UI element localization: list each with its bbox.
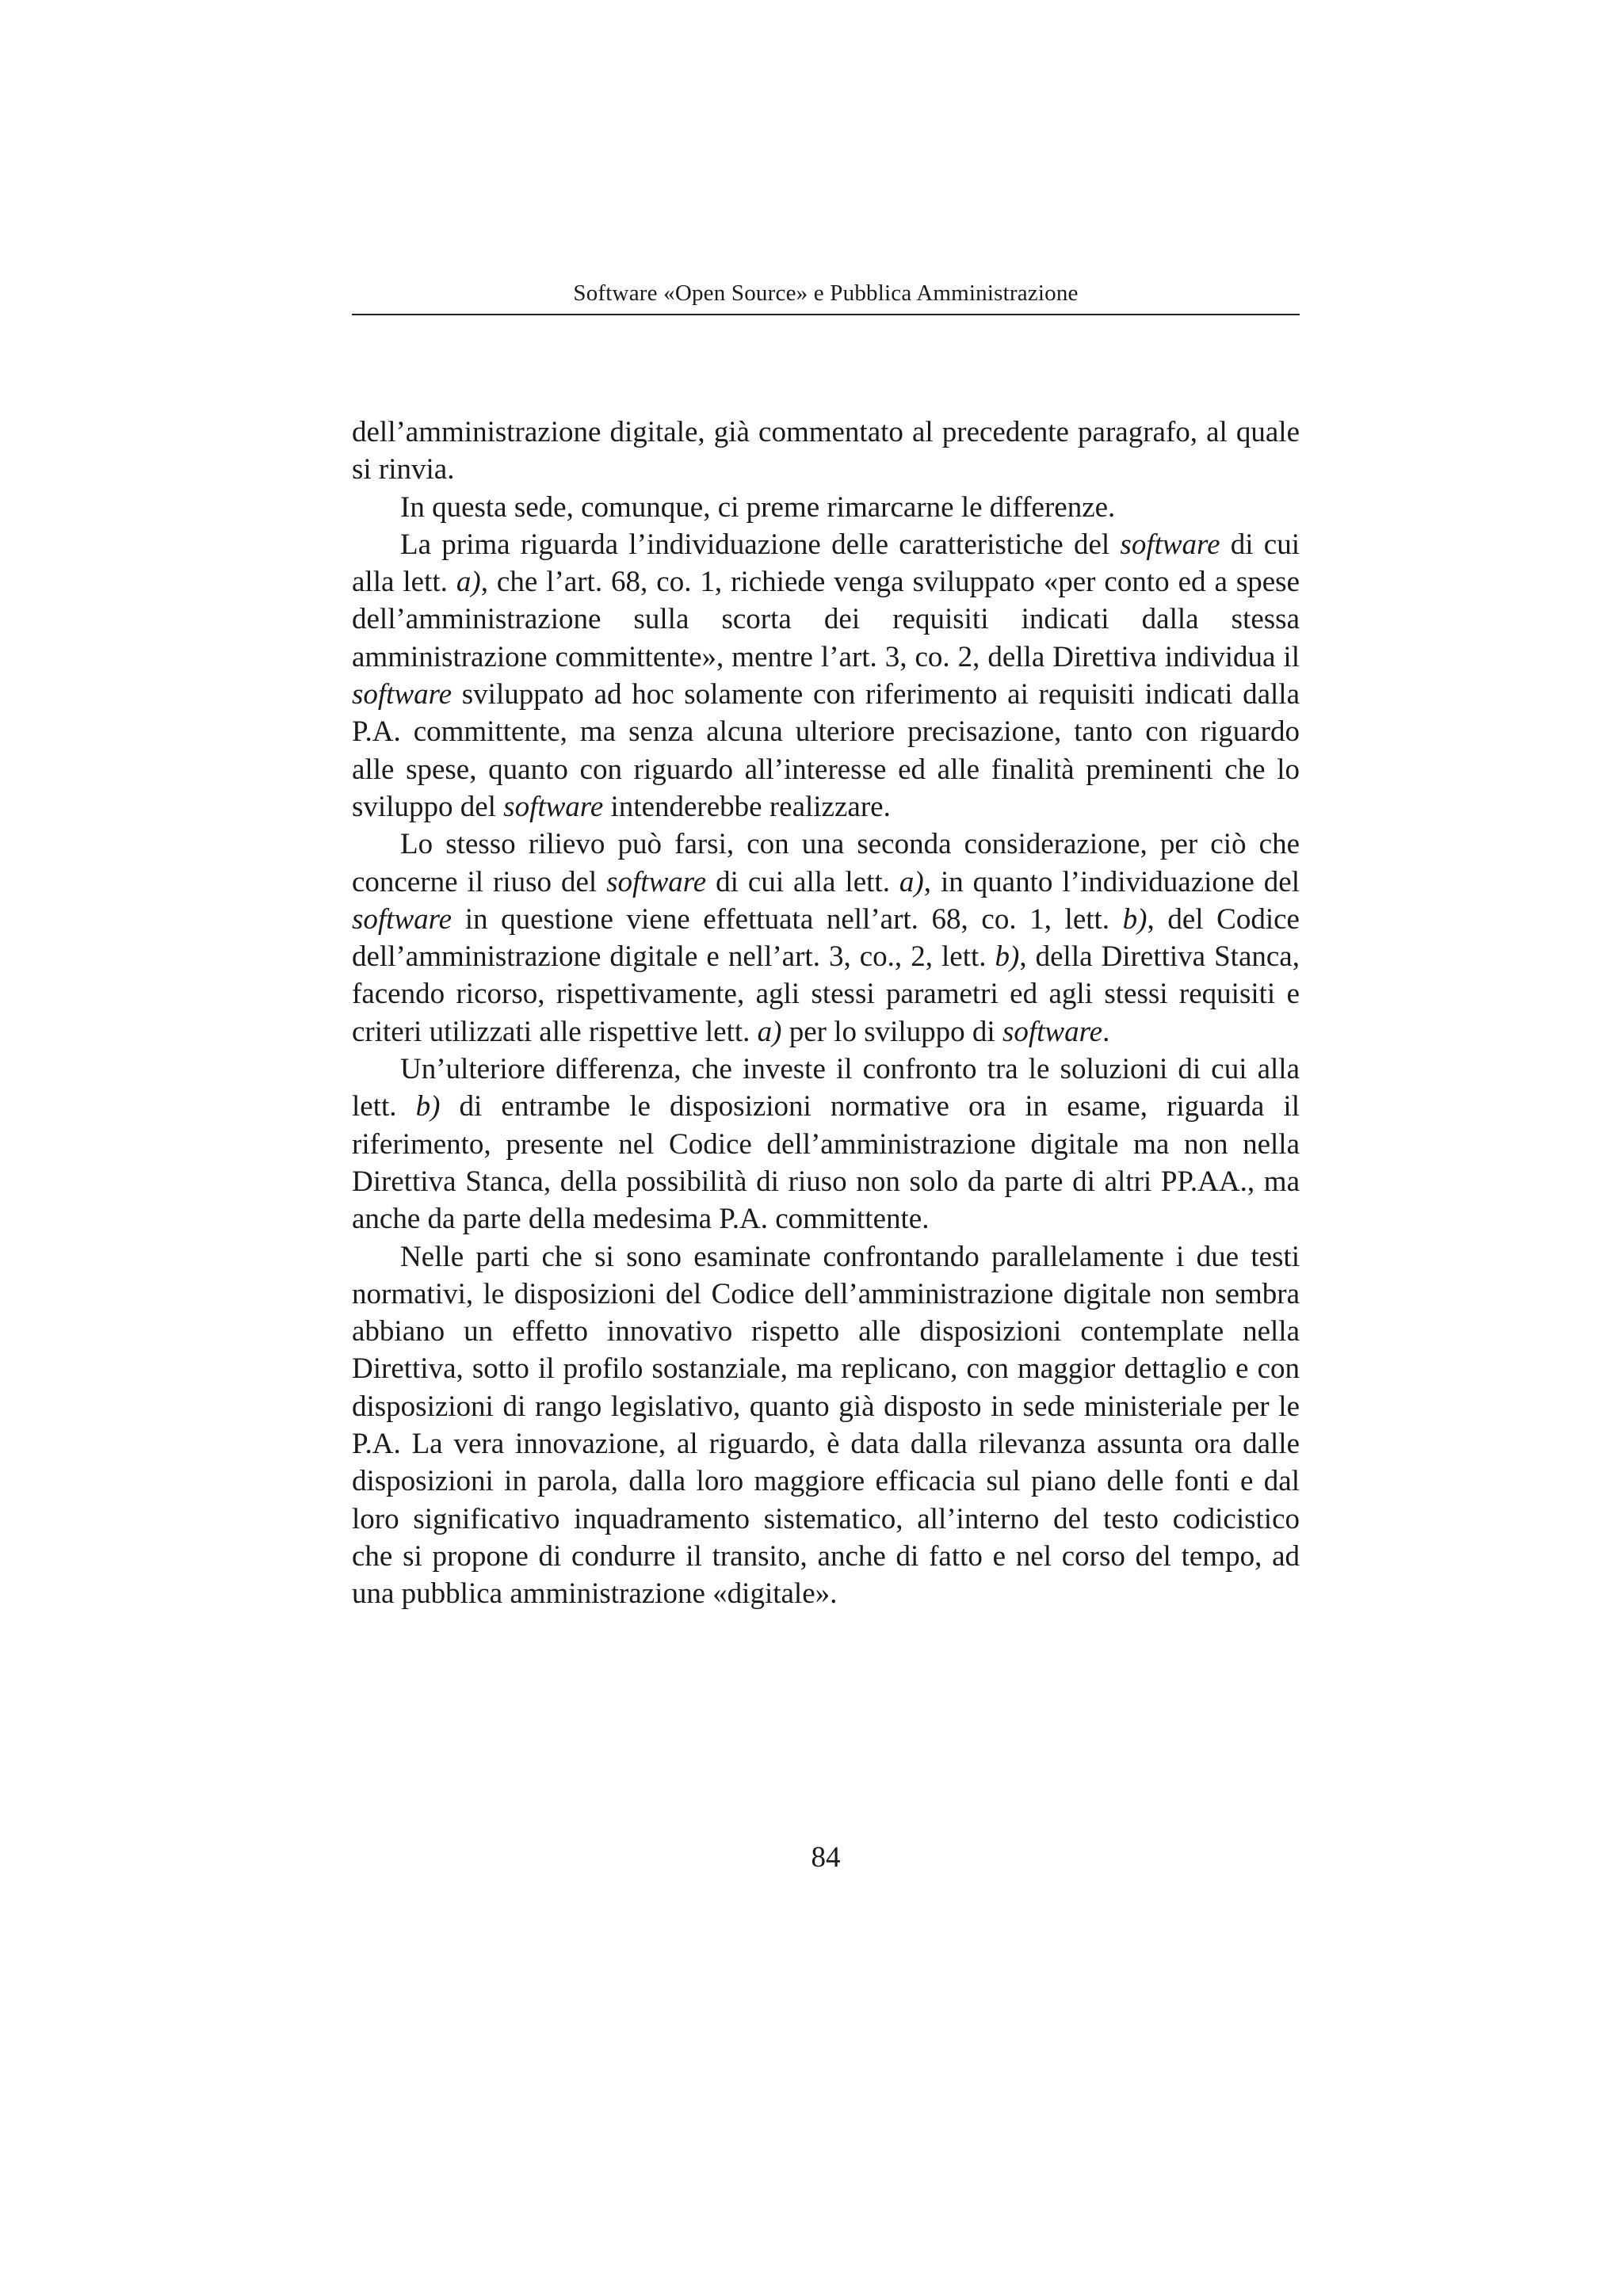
text-run: In questa sede, comunque, ci preme rimarcarne le differenze. [400,490,1116,524]
italic-run: b) [1122,902,1148,936]
text-run: , in quanto l’individuazione del [923,865,1300,898]
text-run: per lo sviluppo di [781,1015,1002,1048]
italic-run: b) [995,940,1020,974]
paragraph-6 [352,1238,1300,1613]
italic-run: software [606,865,707,898]
italic-run: a) [757,1015,782,1048]
text-run: di cui alla lett. [352,528,1300,599]
italic-run: software [352,902,453,936]
italic-run: b) [415,1090,441,1123]
text-run: Lo stesso rilievo può farsi, con una seconda considerazione, per ciò che concerne il riuso del [352,828,1300,898]
italic-run: software [1120,528,1220,561]
paragraph-1 [352,414,1300,489]
text-run: intenderebbe realizzare. [603,790,891,823]
text-run: di entrambe le disposizioni normative ora in esame, riguarda il riferimento, presente nel Codice dell’amministrazione digitale ma non nella Direttiva Stanca, della possibilità di riuso non solo da parte di altri PP.AA., ma anche da parte della medesima P.A. committente. [352,1090,1300,1236]
paragraph-4 [352,826,1300,1051]
text-run: dell’amministrazione digitale, già commentato al precedente paragrafo, al quale si rinvia. [352,416,1300,486]
text-run: , del Codice dell’amministrazione digitale e nell’art. 3, co., 2, lett. [352,902,1300,974]
text-run: Un’ulteriore differenza, che investe il confronto tra le soluzioni di cui alla lett. [352,1053,1300,1123]
text-run: in questione viene effettuata nell’art. 68, co. 1, lett. [452,902,1123,936]
text-run: , della Direttiva Stanca, facendo ricorso, rispettivamente, agli stessi parametri ed agli stessi requisiti e criteri utilizzati alle rispettive lett. [352,940,1300,1048]
paragraph-5 [352,1051,1300,1238]
italic-run: a) [456,566,481,599]
text-run: sviluppato ad hoc solamente con riferimento ai requisiti indicati dalla P.A. committente, ma senza alcuna ulteriore precisazione, tanto con riguardo alle spese, quanto con riguardo all’interesse ed alle finalità preminenti che lo sviluppo del [352,678,1300,823]
page-number: 84 [811,1841,841,1874]
italic-run: a) [899,865,924,898]
paragraph-3 [352,526,1300,826]
text-run: , che l’art. 68, co. 1, richiede venga sviluppato «per conto ed a spese dell’amministrazione sulla scorta dei requisiti indicati dalla stessa amministrazione committente», mentre l’art. 3, co. 2, della Direttiva individua il [352,566,1300,673]
body-text [352,414,1300,1613]
text-run: Nelle parti che si sono esaminate confrontando parallelamente i due testi normativi, le disposizioni del Codice dell’amministrazione digitale non sembra abbiano un effetto innovativo rispetto alle disposizioni contemplate nella Direttiva, sotto il profilo sostanziale, ma replicano, con maggior dettaglio e con disposizioni di rango legislativo, quanto già disposto in sede ministeriale per le P.A. La vera innovazione, al riguardo, è data dalla rilevanza assunta ora dalle disposizioni in parola, dalla loro maggiore efficacia sul piano delle fonti e dal loro significativo inquadramento sistematico, all’interno del testo codicistico che si propone di condurre il transito, anche di fatto e nel corso del tempo, ad una pubblica amministrazione «digitale». [352,1240,1300,1611]
paragraph-2 [352,489,1300,526]
text-run: . [1102,1015,1110,1048]
running-header: Software «Open Source» e Pubblica Amministrazione [573,280,1079,306]
header-rule [352,314,1300,315]
italic-run: software [503,790,604,823]
italic-run: software [352,678,453,711]
italic-run: software [1002,1015,1103,1048]
text-run: La prima riguarda l’individuazione delle caratteristiche del [400,528,1121,561]
text-run: di cui alla lett. [706,865,899,898]
